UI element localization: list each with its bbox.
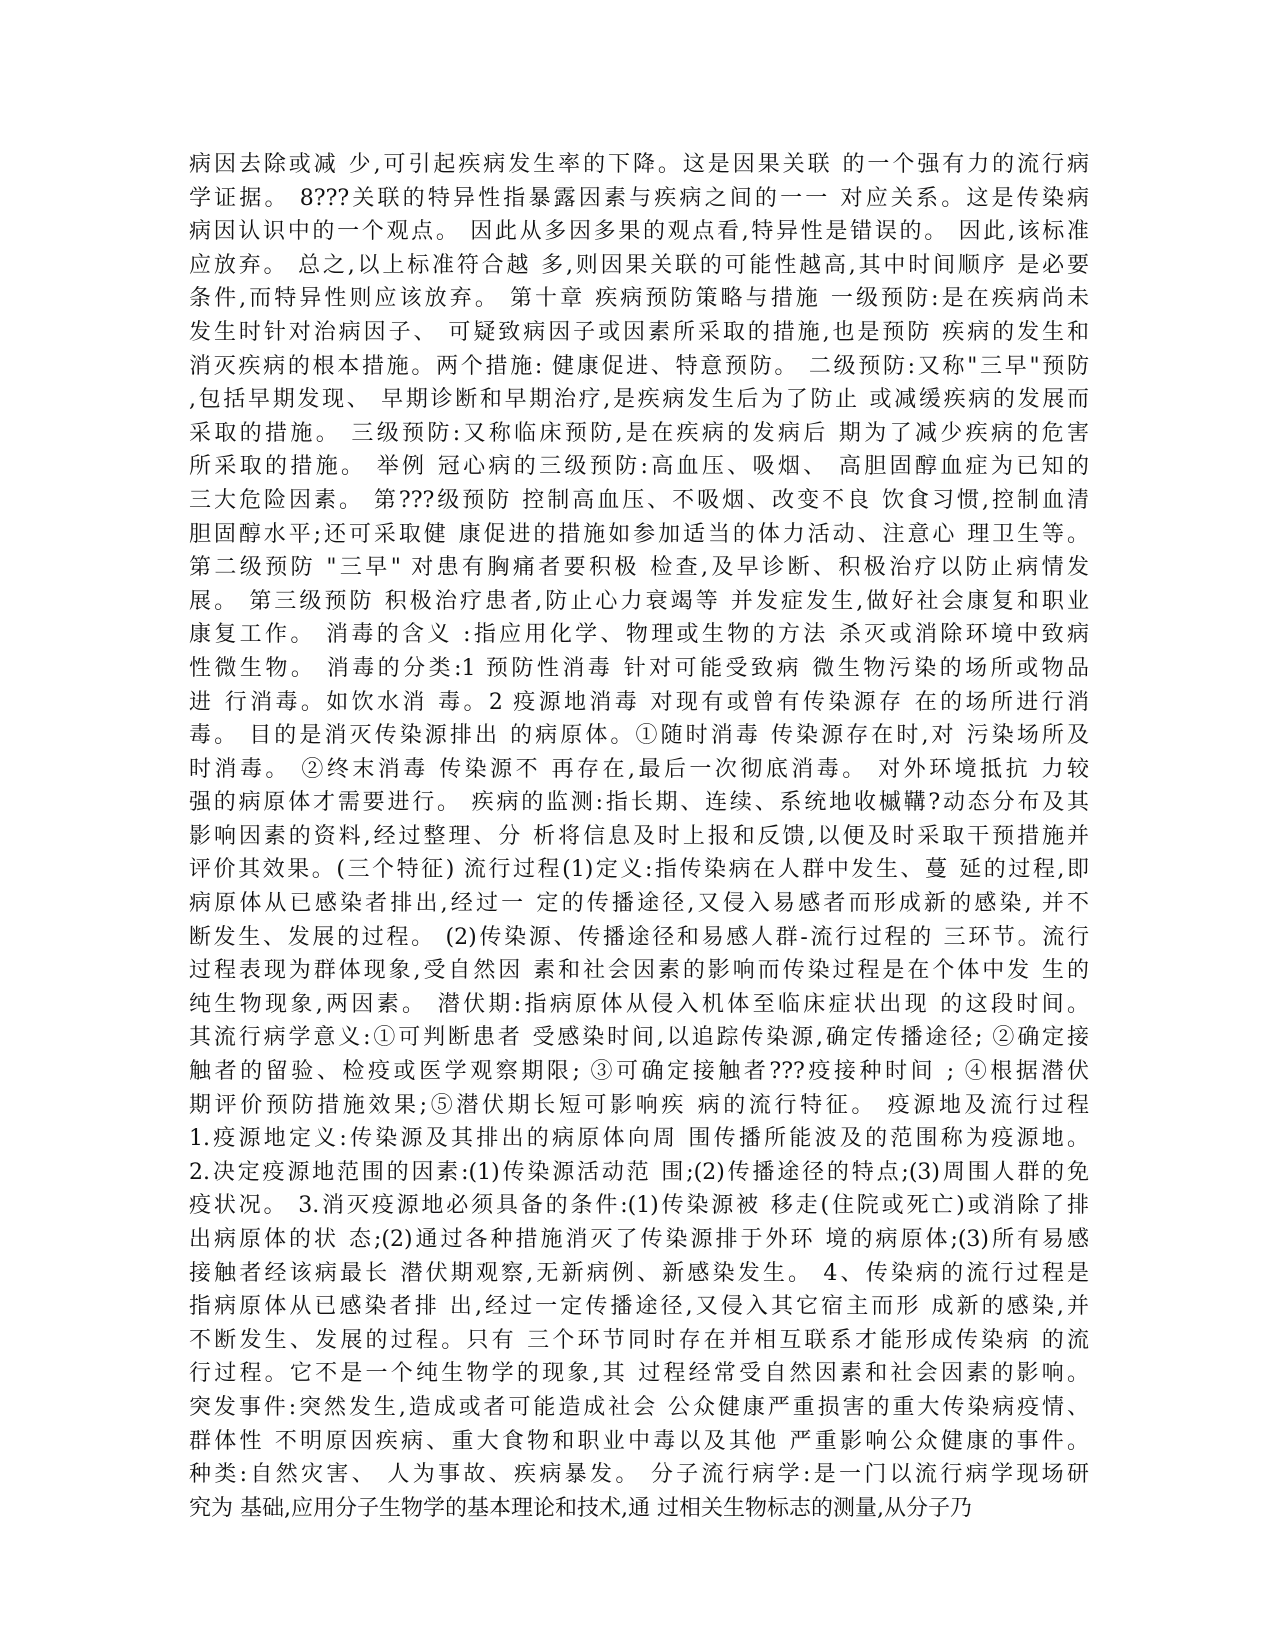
text-line: 触者的留验、检疫或医学观察期限; ③可确定接触者???疫接种时间 ; ④根据潜伏 [189,1059,1089,1085]
text-line: 究为 基础,应用分子生物学的基本理论和技术,通 过相关生物标志的测量,从分子乃 [189,1495,972,1521]
text-line: 三大危险因素。 第???级预防 控制高血压、不吸烟、改变不良 饮食习惯,控制血清 [189,487,1089,513]
text-line: 采取的措施。 三级预防:又称临床预防,是在疾病的发病后 期为了减少疾病的危害 [189,420,1089,446]
text-line: ,包括早期发现、 早期诊断和早期治疗,是疾病发生后为了防止 或减缓疾病的发展而 [189,387,1089,413]
text-line: 纯生物现象,两因素。 潜伏期:指病原体从侵入机体至临床症状出现 的这段时间。 [189,991,1089,1017]
text-line: 不断发生、发展的过程。只有 三个环节同时存在并相互联系才能形成传染病 的流 [189,1327,1089,1353]
text-line: 展。 第三级预防 积极治疗患者,防止心力衰竭等 并发症发生,做好社会康复和职业 [189,588,1089,614]
text-line: 性微生物。 消毒的分类:1 预防性消毒 针对可能受致病 微生物污染的场所或物品 [189,655,1089,681]
text-line: 接触者经该病最长 潜伏期观察,无新病例、新感染发生。 4、传染病的流行过程是 [189,1260,1089,1286]
text-line: 时消毒。 ②终末消毒 传染源不 再存在,最后一次彻底消毒。 对外环境抵抗 力较 [189,756,1089,782]
text-line: 疫状况。 3.消灭疫源地必须具备的条件:(1)传染源被 移走(住院或死亡)或消除了排 [189,1193,1089,1219]
text-line: 强的病原体才需要进行。 疾病的监测:指长期、连续、系统地收槭鞲?动态分布及其 [189,790,1089,816]
text-line: 消灭疾病的根本措施。两个措施: 健康促进、特意预防。 二级预防:又称"三早"预防 [189,353,1089,379]
text-line: 1.疫源地定义:传染源及其排出的病原体向周 围传播所能波及的范围称为疫源地。 [189,1126,1089,1152]
text-line: 康复工作。 消毒的含义 :指应用化学、物理或生物的方法 杀灭或消除环境中致病 [189,622,1089,648]
text-line: 种类:自然灾害、 人为事故、疾病暴发。 分子流行病学:是一门以流行病学现场研 [189,1462,1089,1488]
body-text [189,148,1089,1525]
text-line: 断发生、发展的过程。 (2)传染源、传播途径和易感人群-流行过程的 三环节。流行 [189,924,1089,950]
text-line: 发生时针对治病因子、 可疑致病因子或因素所采取的措施,也是预防 疾病的发生和 [189,319,1089,345]
text-line: 应放弃。 总之,以上标准符合越 多,则因果关联的可能性越高,其中时间顺序 是必要 [189,252,1089,278]
text-line: 病原体从已感染者排出,经过一 定的传播途径,又侵入易感者而形成新的感染, 并不 [189,891,1089,917]
text-line: 学证据。 8???关联的特异性指暴露因素与疾病之间的一一 对应关系。这是传染病 [189,185,1089,211]
text-line: 病因认识中的一个观点。 因此从多因多果的观点看,特异性是错误的。 因此,该标准 [189,219,1089,245]
text-line: 群体性 不明原因疾病、重大食物和职业中毒以及其他 严重影响公众健康的事件。 [189,1428,1089,1454]
text-line: 进 行消毒。如饮水消 毒。2 疫源地消毒 对现有或曾有传染源存 在的场所进行消 [189,689,1089,715]
text-line: 其流行病学意义:①可判断患者 受感染时间,以追踪传染源,确定传播途径; ②确定接 [189,1025,1089,1051]
text-line: 突发事件:突然发生,造成或者可能造成社会 公众健康严重损害的重大传染病疫情、 [189,1394,1089,1420]
text-line: 条件,而特异性则应该放弃。 第十章 疾病预防策略与措施 一级预防:是在疾病尚未 [189,286,1089,312]
text-line: 第二级预防 "三早" 对患有胸痛者要积极 检查,及早诊断、积极治疗以防止病情发 [189,555,1089,581]
text-line: 指病原体从已感染者排 出,经过一定传播途径,又侵入其它宿主而形 成新的感染,并 [189,1294,1089,1320]
text-line: 影响因素的资料,经过整理、分 析将信息及时上报和反馈,以便及时采取干预措施并 [189,823,1089,849]
text-line: 过程表现为群体现象,受自然因 素和社会因素的影响而传染过程是在个体中发 生的 [189,958,1089,984]
text-line: 出病原体的状 态;(2)通过各种措施消灭了传染源排于外环 境的病原体;(3)所有易感 [189,1227,1089,1252]
text-line: 期评价预防措施效果;⑤潜伏期长短可影响疾 病的流行特征。 疫源地及流行过程 [189,1092,1089,1118]
text-line: 行过程。它不是一个纯生物学的现象,其 过程经常受自然因素和社会因素的影响。 [189,1361,1089,1387]
text-line: 胆固醇水平;还可采取健 康促进的措施如参加适当的体力活动、注意心 理卫生等。 [189,521,1089,547]
text-line: 所采取的措施。 举例 冠心病的三级预防:高血压、吸烟、 高胆固醇血症为已知的 [189,454,1089,480]
text-line: 评价其效果。(三个特征) 流行过程(1)定义:指传染病在人群中发生、蔓 延的过程,即 [189,857,1089,883]
text-line: 2.决定疫源地范围的因素:(1)传染源活动范 围;(2)传播途径的特点;(3)周围人群的免 [189,1159,1089,1185]
text-line: 毒。 目的是消灭传染源排出 的病原体。①随时消毒 传染源存在时,对 污染场所及 [189,723,1089,749]
text-line: 病因去除或减 少,可引起疾病发生率的下降。这是因果关联 的一个强有力的流行病 [189,152,1089,177]
